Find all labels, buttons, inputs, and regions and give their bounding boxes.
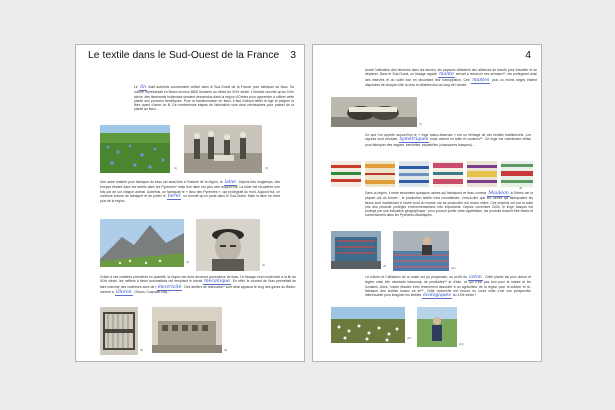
page-number: 3 [290, 50, 296, 61]
text-run: , Oloron, Coarraze-Nay... [132, 289, 170, 294]
handwritten-answer: coton [468, 275, 482, 280]
handwritten-answer: écologiques [423, 293, 451, 299]
handwritten-answer: laine [224, 180, 236, 185]
paragraph-linge-basque [365, 133, 531, 147]
caption: (4) [262, 264, 266, 267]
beret-man-photo [196, 219, 260, 271]
paragraph-wool [100, 180, 280, 203]
text-run: Ce que l'on appelle aujourd'hui le « linge basco-béarnais » est un héritage de ces textiles traditionnels. Les rayures sont rendues [365, 133, 531, 142]
text-run: mais varient en taille et couleurs**. Ce linge est maintenant utilisé pour fabriquer des nappes, serviettes, espadrilles (chaussures basques)... [365, 137, 531, 147]
text-run: , un bonnet qu'on porte dans le Sud-Ouest. Mais la laine ne vient plus de la région. [100, 193, 280, 204]
flax-workers-photo [184, 125, 262, 173]
text-run: Dans la région, il reste seulement quelques usines qui fabriquent ce tissu comme [365, 191, 487, 195]
cotton-field-photo [331, 307, 405, 343]
paragraph-mantes [365, 68, 537, 87]
caption: (5) [140, 349, 144, 352]
caption: (7) [419, 123, 423, 126]
caption: (10) [451, 267, 456, 270]
handwritten-answer: symétriques [399, 137, 429, 143]
text-run: . Depuis très longtemps, des troupes étaient dans les brebis dans les Pyrénées* mais leur laine est plus rare aujourd'hui. La laine est récupérée une fois par an sur chaque animal. Autrefois, on fabriquait le « tissu des Pyrénées », qui protégeait du froid. Aujourd'hui, on continue encore de fabriquer et de porter le [100, 180, 280, 198]
caption: (3) [186, 261, 190, 264]
text-run: à Orthez car la plupart ont dû fermer : la production textile s'est mondialisée, c'est-à-dire que les usines qui fabriquaient les tissus sont maintenant à l'autre bout du monde car sa production est moins chère. Ces emplois ont par la suite pris des produits protégés environnementaux très importants. Depuis novembre 2020, le linge basque est protégé par une indication géographique : pour pouvoir porter cette appellation, les produits doivent être tissés et confectionnés dans les Pyrénées-Atlantiques. [365, 191, 533, 218]
text-run: était autrefois couramment cultivé dans le Sud-Ouest de la France pour fabriquer du tissu. Sa culture représentait en Béarn environ 6800 hectares au début du XIXe siècle. L'historie raconte qu'au XVIe siècle, des tisserands hollandais seraient descendus dans la région d'Orthez pour apprendre à utiliser cette plante aux pouvoirs bénéfiques. Pour la transformation en tissu, il faut d'abord teiller la tige et peigner la fibre avant d'avoir un fil. De nombreuses étapes de fabrication sont donc nécessaires pour passer de la plante au tissu. [134, 85, 295, 112]
handwritten-answer: lin [140, 85, 147, 90]
text-run: . Cette plante est plus douce et légère mais elle nécessite beaucoup de pesticides** et d'eau, ce qui n'est pas bon pour la nature et les humains. Alors, l'usine Mauleó s'est récemment associée à un agriculteur de la région pour re-cultiver et re-fabriquer des textiles locaux en lin**. Cette recherche est encore en cours mais c'est une perspective intéressante pour imaginer les textiles [365, 275, 531, 298]
paragraph-cotton [365, 275, 531, 298]
text-run: . En effet, le courant de l'eau permettait de faire marcher des machines avec de l' [100, 279, 296, 289]
caption: (9) [383, 265, 387, 268]
mountain-sheep-photo [100, 219, 184, 267]
page-title: Le textile dans le Sud-Ouest de la France [88, 50, 280, 61]
page-3 [75, 44, 305, 362]
handwritten-answer: mantes [472, 77, 490, 83]
flax-field-photo [100, 125, 170, 173]
text-run: Avant l'utilisation des teintures dans les tannes, les paysans utilisaient des alliances de bœufs pour travailler et se déplacer. Dans le Sud-Ouest, un tissage appelé [365, 68, 537, 77]
handwritten-answer: mante [439, 72, 454, 78]
oxen-photo [331, 97, 417, 127]
caption: (2) [265, 167, 269, 170]
caption: (8) [519, 187, 523, 190]
factory-photo [152, 307, 222, 353]
weaving-machine-photo [331, 231, 381, 269]
text-run: du XXIe siècle ! [452, 293, 476, 298]
paragraph-flax [134, 85, 294, 112]
handwritten-answer: mécanique [204, 279, 230, 285]
handwritten-answer: Mauléon [488, 191, 509, 196]
handwritten-answer: béret [167, 193, 181, 199]
text-run: servait à recouvrir ces animaux**, les protégeant ainsi des insectes et du soleil tout en absorbant leur transpiration. Ces [365, 72, 537, 82]
page-4 [312, 44, 542, 362]
text-run: Grâce à ces matières premières en quantité, la région est donc devenue productrice de tissu. Le tissage s'est modernisé à la fin du XIXe siècle, les métiers à tisser automatisés ont remplacé le travail [100, 275, 296, 284]
handwritten-answer: Oloron [115, 289, 132, 295]
text-run: La culture et l'utilisation de la ouate ont pu progresser, au profit du [365, 275, 467, 279]
loom-photo [100, 307, 138, 355]
text-run: . Des ateliers de fabrication* sont ainsi apparus le long des gaves du Béarn, comme à [100, 284, 296, 294]
farmer-photo [417, 307, 457, 347]
page-number: 4 [525, 50, 531, 61]
paragraph-industry [100, 275, 296, 295]
text-run: Une autre matière pour fabriquer du tissu est aussi liée à l'histoire de la région, la [100, 180, 223, 184]
basque-linen-samples [331, 161, 535, 187]
text-run: Le [134, 85, 138, 89]
caption: (12) [459, 343, 464, 346]
weaver-photo [393, 231, 449, 271]
caption: (11) [407, 337, 412, 340]
handwritten-answer: électricité [157, 284, 182, 290]
paragraph-factories [365, 191, 533, 218]
caption: (1) [174, 167, 178, 170]
caption: (6) [224, 349, 228, 352]
text-run: plus ou moins larges étaient disposées de chaque côté du dos et utilisées tout au long de l'année. [365, 77, 537, 87]
